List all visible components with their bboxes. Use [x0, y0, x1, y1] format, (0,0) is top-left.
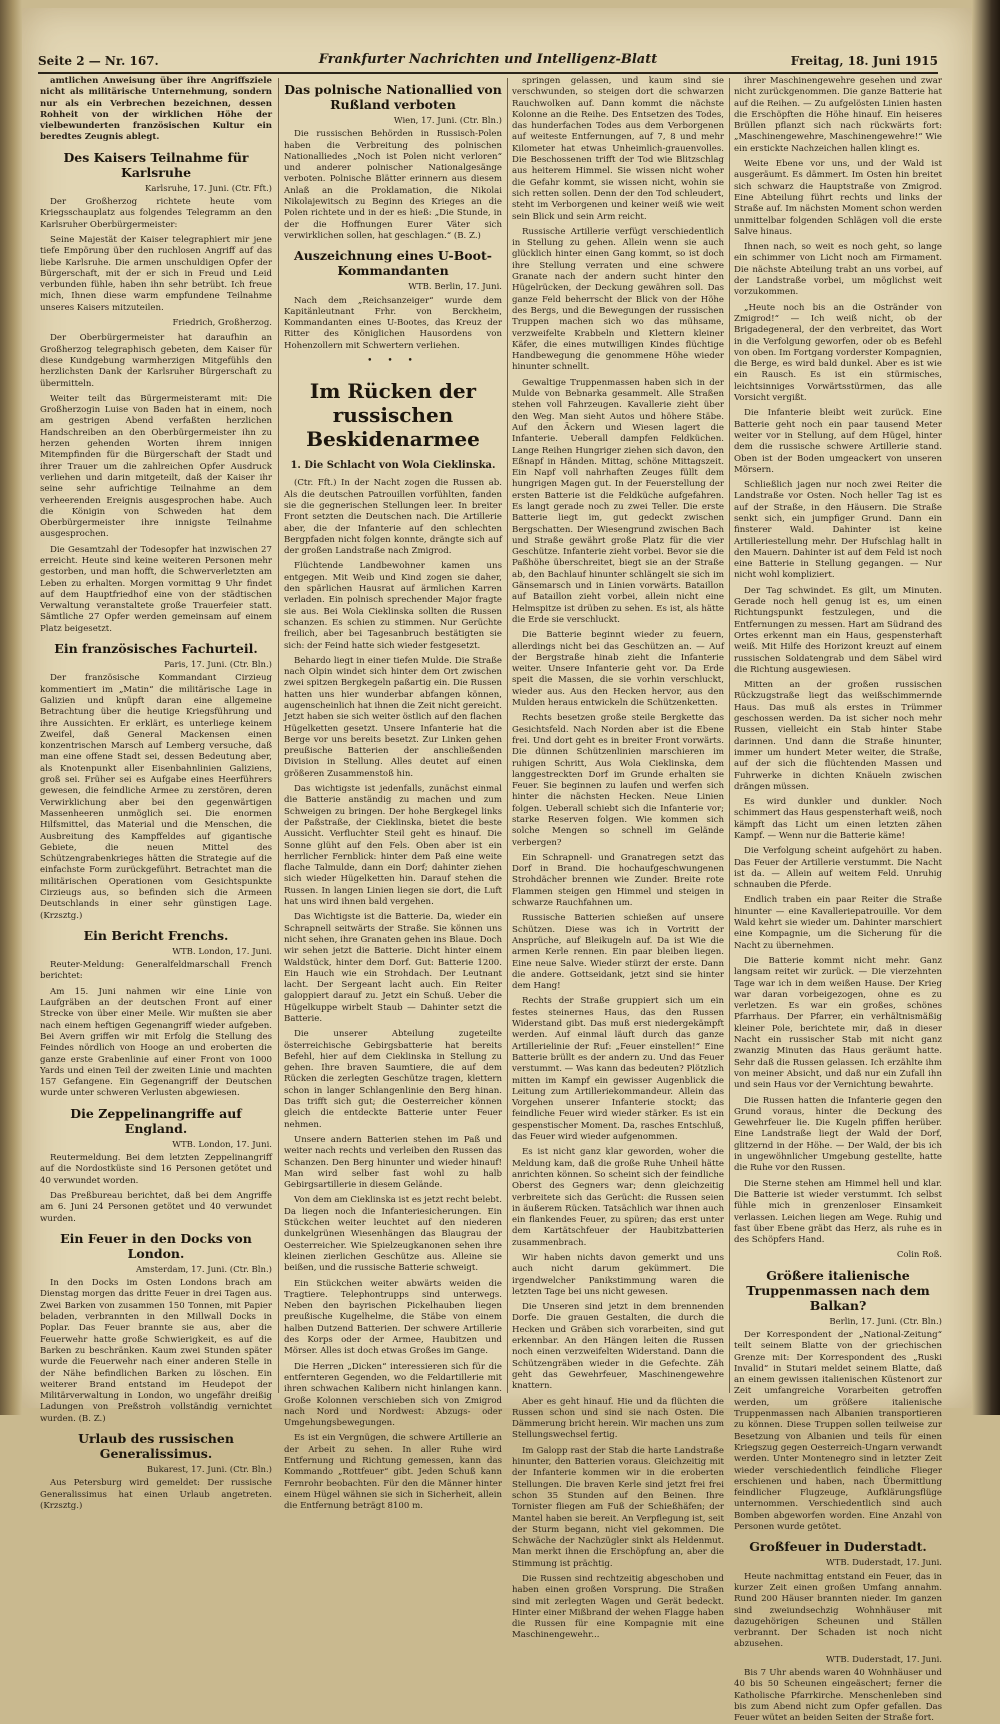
paragraph: Die Verfolgung scheint aufgehört zu haben. Das Feuer der Artillerie verstummt. Die Nacht ist da. — Allein auf weitem Feld. Unruhig schnauben die Pferde. [734, 846, 942, 891]
paragraph: Von dem am Cieklinska ist es jetzt recht belebt. Da liegen noch die Infanteriesicherungen. Ein Stückchen weiter leuchtet auf den niederen dunkelgrünen Wiesenhängen das Blaugrau der Oesterreicher. Wie Spielzeugkanonen sehen ihre kleinen zierlichen Geschütze aus. Alleine sie beißen, und die russische Batterie schweigt. [284, 1195, 502, 1274]
author-signature: Colin Roß. [896, 1250, 942, 1261]
dateline: WTB. London, 17. Juni. [172, 1139, 272, 1150]
paragraph: Die Russen hatten die Infanterie gegen den Grund voraus, hinter die Deckung des Gewehrfeuer lie. Die Kugeln pfiffen herüber. Eine Landstraße liegt der Wald der Dorf, glitzernd in der Höhe. — Der Wald, der bis ich in ungewöhnlicher Umgebung gestellte, hatte die Ruhe vor den Russen. [734, 1095, 942, 1174]
paragraph: Im Galopp rast der Stab die harte Landstraße hinunter, den Batterien voraus. Gleichzeitig mit der Infanterie kommen wir in die eroberten Stellungen. Die braven Kerle sind jetzt frei frei schon 35 Stunden auf den Beinen. Ihre Tornister fliegen am Fuß der Schießhäfen; der Mantel haben sie bereit. An Verpflegung ist, seit der Sturm begann, nicht viel gekommen. Die Schwäche der Nachzügler sinkt als Heldenmut. Man merkt ihnen die Erschöpfung an, aber die Stimmung ist prächtig. [512, 1445, 724, 1569]
paragraph: Die russischen Behörden in Russisch-Polen haben die Verbreitung des polnischen Nationalliedes „Noch ist Polen nicht verloren“ und anderer polnischer Nationalgesänge verboten. Polnische Blätter erinnern aus diesem Anlaß an die Proklamation, die Nikolai Nikolajewitsch zu Beginn des Krieges an die Polen richtete und in der es hieß: „Die Stunde, in der die Hoffnungen Eurer Väter sich verwirklichen sollen, hat geschlagen.“ (B. Z.) [284, 129, 502, 241]
paragraph: Die Unseren sind jetzt in dem brennenden Dorfe. Die grauen Gestalten, die durch die Hecken und Gräben sich vorarbeiten, sind gut erkennbar. An den Hängen leiten die Russen noch einen verzweifelten Widerstand. Dann die Schützengräben wieder in die Gefechte. Zäh geht das Gewehrfeuer, Maschinengewehre knattern. [512, 1302, 724, 1392]
column-1 [40, 76, 272, 1511]
dateline: WTB. Duderstadt, 17. Juni. [826, 1654, 942, 1665]
dateline: WTB. Duderstadt, 17. Juni. [826, 1558, 942, 1569]
paragraph: Russische Batterien schießen auf unsere Schützen. Diese was ich in Vortritt der Ansprüche, auf Bleikugeln auf. Da ist Wie die armen Kerle rennen. Ein paar bleiben liegen. Eine neue Salve. Wieder stürzt der erste. Dann die andere. Gottseidank, jetzt sind sie hinter dem Hang! [512, 913, 724, 992]
paragraph: Schließlich jagen nur noch zwei Reiter die Landstraße vor Osten. Noch heller Tag ist es auf der Straße, in den Häusern. Die Straße senkt sich, ein jumpfiger Grund. Dann ein finsterer Wald. Dahinter ist keine Artilleriestellung mehr. Der Hufschlag hallt in den Mauern. Dahinter ist auf dem Feld ist noch eine Batterie in Stellung gegangen. — Nur nicht wohl kompliziert. [734, 480, 942, 581]
newspaper-title: Frankfurter Nachrichten und Intelligenz-Blatt [318, 52, 658, 67]
paragraph: Reutermeldung. Bei dem letzten Zeppelinangriff auf die Nordostküste sind 16 Personen getötet und 40 verwundet worden. [40, 1153, 272, 1186]
dateline: WTB. London, 17. Juni. [172, 946, 272, 957]
article-headline: Das polnische Nationallied von Rußland verboten [284, 82, 502, 112]
column-2 [284, 76, 502, 1512]
paragraph: Reuter-Meldung: Generalfeldmarschall French berichtet: [40, 960, 272, 982]
paragraph: Das wichtigste ist jedenfalls, zunächst einmal die Batterie anständig zu machen und zum Schweigen zu bringen. Der hohe Bergkegel links der Paßstraße, der Cieklinska, bietet die beste Aussicht. Verfluchter Steil geht es hinauf. Die Sonne glüht auf den Fels. Oben aber ist ein herrlicher Fernblick: hinter dem Paß eine weite flache Talmulde, dann ein Dorf; dahinter ziehen sich wieder Hügelketten hin. Darauf stehen die Russen. In langen Linien liegen sie dort, die Luft hat uns wird ihnen bald vergehen. [284, 784, 502, 908]
paragraph: Russische Artillerie verfügt verschiedentlich in Stellung zu gehen. Allein wenn sie auch glücklich hinter einen Gang kommt, so ist doch ihre Stellung verraten und eine schwere Granate nach der andern sucht hinter den Hügelrücken, der Deckung gewähren soll. Das ganze Feld beherrscht der Blick von der Höhe des Bergs, und die Bewegungen der russischen Truppen machen sich wo das mühsame, verzweifelte Krabbeln und Klettern kleiner Käfer, die eines mutwilligen Kindes flüchtige Handbewegung die genommene Höhe wieder hinunter schnellt. [512, 226, 724, 373]
paragraph: Behardo liegt in einer tiefen Mulde. Die Straße nach Olpin windet sich hinter dem Ort zwischen zwei spitzen Bergkegeln paßartig ein. Die Russen hatten uns hier wunderbar abfangen können, augenscheinlich hat ihnen die Zeit nicht gereicht. Jetzt haben sie sich weiter östlich auf den flachen Hügelketten gesetzt. Unsere Infanterie hat die Berge vor uns bereits besetzt. Zur Linken gehen preußische Batterien der anschließenden Division in Stellung. Alles deutet auf einen größeren Zusammenstoß hin. [284, 655, 502, 779]
paragraph: ihrer Maschinengewehre gesehen und zwar nicht zurückgenommen. Die ganze Batterie hat auf die Reihen. — Zu aufgelösten Linien hasten die Erschöpften die Höhe hinauf. Ein heiseres Brüllen pflanzt sich nach rückwärts fort: „Maschinengewehre, Maschinengewehre!“ Wie ein erstickte Nachzeichen hallen klingt es. [734, 76, 942, 154]
article-continuation: amtlichen Anweisung über ihre Angriffsziele nicht als militärische Unternehmung, sondern nur als ein Verbrechen bezeichnen, dessen Rohheit von der wirklichen Höhe der vielbewunderten französischen Kultur ein beredtes Zeugnis ablegt. [40, 76, 272, 143]
paragraph: Nach dem „Reichsanzeiger“ wurde dem Kapitänleutnant Frhr. von Berckheim, Kommandanten eines U-Bootes, das Kreuz der Ritter des Königlichen Hausordens von Hohenzollern mit Schwertern verliehen. [284, 295, 502, 351]
paragraph: Gewaltige Truppenmassen haben sich in der Mulde von Bebnarka gesammelt. Alle Straßen stehen voll Fahrzeugen. Kavallerie zieht über den Weg. Man sieht Autos und höhere Stäbe. Auf den Äckern und Wiesen lagert die Infanterie. Ueberall dampfen Feldküchen. Lange Reihen Hungriger ziehen sich davon, den Eßnapf in Händen. Mittag, schöne Mittagszeit. Ein Napf voll nahrhaften Zeuges füllt dem hungrigen Magen gut. In der Feuerstellung der ersten Batterie ist die Feldküche aufgefahren. Es langt gerade noch zu zwei Teller. Die erste Batterie liegt im, gut gedeckt zwischen Bergschatten. Der Wiesengrund zwischen Bach und Straße gewährt große Platz für die vier Geschütze. Infanterie zieht vorbei. Bevor sie die Paßhöhe überschreitet, biegt sie an der Straße ab, den Bachlauf hinunter schlängelt sie sich im Gänsemarsch und in Linien vorwärts. Bataillon auf Bataillon zieht vorbei, allein nicht eine Helmspitze ist drüben zu sehen. Es ist, als hätte die Erde sie verschluckt. [512, 377, 724, 625]
paragraph: Wir haben nichts davon gemerkt und uns auch nicht darum gekümmert. Die irgendwelcher Panikstimmung waren die letzten Tage bei uns nicht gewesen. [512, 1252, 724, 1297]
paragraph: Unsere andern Batterien stehen im Paß und weiter nach rechts und verleiben den Russen das Schanzen. Den Berg hinunter und wieder hinauf! Man wird selber fast wohl zu halb Gebirgsartillerie in diesem Gelände. [284, 1134, 502, 1191]
paragraph: Am 15. Juni nahmen wir eine Linie von Laufgräben an der deutschen Front auf einer Strecke von über einer Meile. Wir mußten sie aber nach einem heftigen Gegenangriff wieder aufgeben. Bei Avern griffen wir mit Erfolg die Stellung des Feindes nördlich von Hooge an und eroberten die ganze erste Grabenlinie auf einer Front von 1000 Yards und einen Teil der zweiten Linie und machten 157 Gefangene. Ein Gegenangriff der Deutschen wurde unter schweren Verlusten abgewiesen. [40, 986, 272, 1099]
paragraph: Die Russen sind rechtzeitig abgeschoben und haben einen großen Vorsprung. Die Straßen sind mit zerlegten Wagen und Gerät bedeckt. Hinter einer Mißbrand der wehen Flagge haben die Russen für eine Kompagnie mit eine Maschinengewehr... [512, 1574, 724, 1641]
paragraph: Die Herren „Dicken“ interessieren sich für die entfernteren Gegenden, wo die Feldartillerie mit ihren schwachen Kalibern nicht hinlangen kann. Große Kolonnen verschieben sich von Zmigrod nach Nord und Nordwest: Abzugs- oder Umgehungsbewegungen. [284, 1361, 502, 1429]
paragraph: Das Wichtigste ist die Batterie. Da, wieder ein Schrapnell seitwärts der Straße. Sie können uns nicht sehen, ihre Granaten gehen ins Blaue. Doch wir sehen jetzt die Batterie. Dicht hinter einem Waldstück, hinter dem Dorf. Gut: Batterie 1200. Ein Hauch wie ein Strohdach. Der Leutnant lacht. Der Sergeant lacht auch. Ein Reiter galoppiert darauf zu. Jetzt ein Schuß. Ueber die Hügelkuppe wirbelt Staub — Dahinter setzt die Batterie. [284, 912, 502, 1024]
paragraph: Weite Ebene vor uns, und der Wald ist ausgeräumt. Es dämmert. Im Osten hin breitet sich schwarz die Hauptstraße von Zmigrod. Eine Abteilung führt rechts und links der Straße auf. Im nächsten Moment schon werden unmittelbar folgenden Schlägen voll die erste Salve hinaus. [734, 159, 942, 237]
paragraph: Die Gesamtzahl der Todesopfer hat inzwischen 27 erreicht. Heute sind keine weiteren Personen mehr gestorben, und man hofft, die Schwerverletzten am Leben zu erhalten. Morgen vormittag 9 Uhr findet auf dem Hauptfriedhof eine von der städtischen Verwaltung veranstaltete große Trauerfeier statt. Sämtliche 27 Opfer werden gemeinsam auf einem Platz beigesetzt. [40, 544, 272, 634]
column-4 [734, 76, 942, 1724]
feature-headline: Im Rücken der russischen Beskidenarmee [306, 379, 480, 452]
paragraph: Endlich traben ein paar Reiter die Straße hinunter — eine Kavalleriepatrouille. Vor dem Wald kehrt sie wieder um. Dahinter marschiert eine Kompagnie, um die Sicherung für die Nacht zu übernehmen. [734, 895, 942, 951]
paragraph: Rechts besetzen große steile Bergkette das Gesichtsfeld. Nach Norden aber ist die Ebene frei. Und dort geht es in breiter Front vorwärts. Die dünnen Schützenlinien marschieren im ruhigen Schritt, Aus Wola Cieklinska, dem langgestreckten Dorf im Grunde erhalten sie Feuer. Sie beginnen zu laufen und werfen sich hinter die nächsten Hecken. Neue Linien folgen. Ueberall schiebt sich die Infanterie vor; starke Reserven folgen. Wie kommen sich solche Mengen so schnell im Gelände verbergen? [512, 713, 724, 848]
article-headline: Die Zeppelinangriffe auf England. [70, 1105, 242, 1136]
masthead [38, 52, 938, 74]
paragraph: Der Oberbürgermeister hat daraufhin an Großherzog telegraphisch gebeten, dem Kaiser für diese Kundgebung warmherzigen Mitgefühls den herzlichsten Dank der Karlsruher Bürgerschaft zu übermitteln. [40, 333, 272, 389]
paragraph: Rechts der Straße gruppiert sich um ein festes steinernes Haus, das den Russen Widerstand gibt. Das muß erst niedergekämpft werden. Auf einmal läuft durch das ganze Artillerielinie der Ruf: „Feuer einstellen!“ Eine Batterie brüllt es der andern zu. Und das Feuer verstummt. — Was kann das bedeuten? Plötzlich mitten im Kampf ein gewisser Augenblick die Leitung zum Artilleriekommandeur. Allein das Vorgehen unserer Infanterie stockt; das feindliche Feuer wird wieder stärker. Es ist ein gespenstischer Moment. Da, rasches Entschluß, das Feuer wird wieder aufgenommen. [512, 996, 724, 1143]
dateline: Wien, 17. Juni. (Ctr. Bln.) [393, 116, 502, 126]
dateline: Paris, 17. Juni. (Ctr. Bln.) [164, 660, 272, 671]
dateline: Bukarest, 17. Juni. (Ctr. Bln.) [146, 1464, 272, 1475]
article-headline: Auszeichnung eines U-Boot-Kommandanten [294, 248, 492, 279]
paragraph: Seine Majestät der Kaiser telegraphiert mir jene tiefe Empörung über den ruchlosen Angriff auf das liebe Karlsruhe. Die armen unschuldigen Opfer der Bürgerschaft, mit der er sich in Freud und Leid verbunden fühle, haben ihn sehr betrübt. Ich freue mich, Ihnen diese warm empfundene Teilnahme unseres Kaisers mitzuteilen. [40, 234, 272, 313]
page-edge [972, 0, 1000, 1415]
paragraph: Die Sterne stehen am Himmel hell und klar. Die Batterie ist wieder verstummt. Ich selbst fühle mich in grenzenloser Einsamkeit verlassen. Leichen liegen am Wege. Ruhig und fast über Ebene gräbt das Herz, als ruhe es in des Schöpfers Hand. [734, 1178, 942, 1246]
paragraph: Der französische Kommandant Cirzieug kommentiert im „Matin“ die militärische Lage in Galizien und knüpft daran eine allgemeine Betrachtung über die heutige Kriegsführung und ihre Aussichten. Er erklärt, es unterliege keinem Zweifel, daß General Mackensen einen konzentrischen Marsch auf Lemberg versuche, daß man eine offene Stadt sei, dessen Bedeutung aber, als Knotenpunkt aller Eisenbahnlinien Galiziens, groß sei. Früher sei es Aufgabe eines Heerführers gewesen, die feindliche Armee zu zerstören, deren Verwirklichung aber bei den gegenwärtigen Massenheeren unmöglich sei. Die enormen Hilfsmittel, das Material und die Menschen, die Ausbreitung des Kampffeldes auf gigantische Gebiete, die neuen Mittel des Schützengrabenkrieges hätten die Strategie auf die einfachste Form zurückgeführt. Betrachtet man die militärischen Operationen vom Gesichtspunkte Cirzieugs aus, so befinden sich die Armeen Deutschlands in einer sehr günstigen Lage. (Krzsztg.) [40, 673, 272, 921]
section-separator: • • • [367, 356, 419, 367]
paragraph: Die Batterie kommt nicht mehr. Ganz langsam reitet wir zurück. — Die vierzehnten Tage war ich in dem weißen Hause. Der Krieg war daran vorbeigezogen, ohne es zu verletzen. Es war ein großes, schönes Pfarrhaus. Der Pfarrer, ein verhältnismäßig kleiner Pole, berichtete mir, daß in dieser Nacht ein russischer Stab mit nicht ganz zwanzig Minuten das Haus geräumt hatte. Sehr daß die Russen gelassen. Ich erzählte ihm von meiner Absicht, und daß nur ein Zufall ihn und sein Haus vor der Vernichtung bewahrte. [734, 955, 942, 1091]
paragraph: In den Docks im Osten Londons brach am Dienstag morgen das dritte Feuer in drei Tagen aus. Zwei Barken von zusammen 150 Tonnen, mit Papier beladen, verbrannten in den Millwall Docks in Poplar. Das Feuer brannte sie aus, aber die Feuerwehr hatte große Schwierigkeit, es auf die Barken zu beschränken. Kaum zwei Stunden später wurde die Feuerwehr nach einer anderen Stelle in der Nähe befindlichen Barken zu löschen. Ein weiterer Brand entstand im Heudepot der Militärverwaltung in London, wo ungefähr dreißig Ladungen von Preßstroh vollständig vernichtet wurden. (B. Z.) [40, 1278, 272, 1424]
paragraph: Mitten an der großen russischen Rückzugstraße liegt das weißschimmernde Haus. Das muß als erstes in Trümmer geschossen werden. Da ist sicher noch mehr Russen, vielleicht ein Stab hinter Stabe darinnen. Und dann die Straße hinunter, immer um hundert Meter weiter, die Straße, auf der sich die flüchtenden Massen und Fuhrwerke in dichten Knäueln zwischen drängen müssen. [734, 680, 942, 792]
paragraph: Flüchtende Landbewohner kamen uns entgegen. Mit Weib und Kind zogen sie daher, den spärlichen Hausrat auf ärmlichen Karren verladen. Ein polnisch sprechender Major fragte sie aus. Bei Wola Cieklinska sollten die Russen schanzen. Es schien zu stimmen. Nur Gerüchte freilich, aber bei Tagesanbruch bestätigten sie sich: der Feind hatte sich wieder festgesetzt. [284, 561, 502, 651]
column-rule [278, 78, 279, 1393]
paragraph: Ihnen nach, so weit es noch geht, so lange ein schimmer von Licht noch am Firmament. Die nächste Abteilung trabt an uns vorbei, auf der Landstraße vorbei, um möglichst weit vorzukommen. [734, 242, 942, 298]
paragraph: „Heute noch bis an die Ostränder von Zmigrod!“ — Ich weiß nicht, ob der Brigadegeneral, der den verbreitet, das Wort in die Verfolgung geworfen, oder ob es Befehl von oben. Im Fortgang vorderster Kompagnien, die Berge, es wird bald dunkel. Aber es ist wie ein Rausch. Es ist ein stürmisches, leichtsinniges Vorwärtsstürmen, das alle Vorsicht vergißt. [734, 302, 942, 404]
article-headline: Ein Bericht Frenchs. [83, 927, 229, 943]
column-rule [729, 78, 730, 1393]
dateline: Karlsruhe, 17. Juni. (Ctr. Fft.) [145, 183, 272, 194]
paragraph: (Ctr. Fft.) In der Nacht zogen die Russen ab. Als die deutschen Patrouillen vorfühlten, fanden sie die gegnerischen Stellungen leer. In breiter Front setzten die Deutschen nach. Die Artillerie aber, die der Infanterie auf den schlechten Bergpfaden nicht folgen konnte, drängte sich auf der großen Landstraße nach Zmigrod. [284, 478, 502, 557]
article-headline: Des Kaisers Teilnahme für Karlsruhe [63, 149, 249, 180]
paragraph: Weiter teilt das Bürgermeisteramt mit: Die Großherzogin Luise von Baden hat in einem, noch am gestrigen Abend verfaßten herzlichen Handschreiben an den Oberbürgermeister ihn zu herzen gehenden Worten ihrem innigen Mitempfinden für die Bürgerschaft der Stadt und ihrer Trauer um die zahlreichen Opfer Ausdruck verliehen und darin mitgeteilt, daß der Kaiser ihr seine sehr aufrichtige Teilnahme an dem verheerenden Ereignis ausgesprochen habe. Auch die Königin von Schweden hat dem Oberbürgermeister ihre innigste Teilnahme ausgesprochen. [40, 393, 272, 540]
article-headline: Urlaub des russischen Generalissimus. [78, 1430, 234, 1461]
paragraph: Die unserer Abteilung zugeteilte österreichische Gebirgsbatterie hat bereits Befehl, hier auf dem Cieklinska in Stellung zu gehen. Ihre braven Saumtiere, die auf dem Rücken die zerlegten Geschütze tragen, klettern schon in langer Schlangenlinie den Berg hinan. Das trifft sich gut; die Oesterreicher können gleich die entdeckte Batterie unter Feuer nehmen. [284, 1029, 502, 1130]
paragraph: Die Batterie beginnt wieder zu feuern, allerdings nicht bei das Geschützen an. — Auf der Bergstraße hinab zieht die Infanterie weiter. Unsere Infanterie geht vor. Da Erde speit die Massen, die sie vorhin verschluckt, wieder aus. Aus den Hecken hervor, aus den Mulden heraus entwickeln die Schützenketten. [512, 630, 724, 709]
paragraph: Aus Petersburg wird gemeldet: Der russische Generalissimus hat einen Urlaub angetreten. (Krzsztg.) [40, 1478, 272, 1511]
paragraph: springen gelassen, und kaum sind sie verschwunden, so steigen dort die schwarzen Rauchwolken auf. Dann kommt die nächste Kolonne an die Reihe. Des Entsetzen des Todes, das hunderfachen Todes aus dem Verborgenen auf weiteste Entfernungen, auf 7, 8 und mehr Kilometer hat etwas Unheimlich-grauenvolles. Die Beschossenen trifft der Tod wie Blitzschlag aus heiterem Himmel. Sie wissen nicht woher die Gefahr kommt, sie wissen nicht, wohin sie sich retten sollen. Denn der den Tod schleudert, steht im Verborgenen und keiner weiß wie weit sein Blick und sein Arm reicht. [512, 76, 724, 222]
signature: Friedrich, Großherzog. [172, 318, 272, 329]
page-number: Seite 2 — Nr. 167. [38, 54, 159, 68]
paragraph: Es ist nicht ganz klar geworden, woher die Meldung kam, daß die große Ruhe Unheil hätte anrichten können. So scheint sich der feindliche Oberst des Gegners war; denn gleichzeitig verbreitete sich das Gerücht: die Russen seien in äußerem Rücken. Tatsächlich war ihnen auch ein flankendes Feuer, zu spüren; das erst unter dem Kartätschfeuer der Haubitzbatterien zusammenbrach. [512, 1147, 724, 1248]
paragraph: Die Infanterie bleibt weit zurück. Eine Batterie geht noch ein paar tausend Meter weiter vor in Stellung, auf dem Hügel, hinter dem die russische schwere Artillerie stand. Oben ist der Boden umgeackert von unseren Mörsern. [734, 408, 942, 475]
paragraph: Bis 7 Uhr abends waren 40 Wohnhäuser und 40 bis 50 Scheunen eingeäschert; ferner die Katholische Pfarrkirche. Menschenleben sind bis zum Abend nicht zum Opfer gefallen. Das Feuer wütet an beiden Seiten der Straße fort. [734, 1668, 942, 1724]
paragraph: Der Großherzog richtete heute vom Kriegsschauplatz aus folgendes Telegramm an den Karlsruher Oberbürgermeister: [40, 197, 272, 230]
paragraph: Aber es geht hinauf. Hie und da flüchten die Russen schon und sind sie nach Osten. Die Dämmerung bricht herein. Wir machen uns zum Stellungswechsel fertig. [512, 1396, 724, 1441]
issue-date: Freitag, 18. Juni 1915 [790, 54, 938, 68]
dateline: Amsterdam, 17. Juni. (Ctr. Bln.) [136, 1264, 272, 1275]
article-headline: Großfeuer in Duderstadt. [749, 1539, 927, 1555]
paragraph: Ein Schrapnell- und Granatregen setzt das Dorf in Brand. Die hochaufgeschwungenen Strohdächer brennen wie Zunder. Breite rote Flammen steigen gen Himmel und steigen in schwarze Rauchfahnen um. [512, 852, 724, 909]
paragraph: Heute nachmittag entstand ein Feuer, das in kurzer Zeit einen großen Umfang annahm. Rund 200 Häuser brannten nieder. Im ganzen sind zweiundsechzig Wohnhäuser mit dazugehörigen Scheunen und Ställen verbrannt. Der Schaden ist noch nicht abzusehen. [734, 1571, 942, 1650]
paragraph: Es wird dunkler und dunkler. Noch schimmert das Haus gespensterhaft weiß, noch kämpft das Licht um einen letzten zähen Kampf. — Wenn nur die Batterie käme! [734, 797, 942, 841]
dateline: Berlin, 17. Juni. (Ctr. Bln.) [829, 1316, 942, 1327]
paragraph: Es ist ein Vergnügen, die schwere Artillerie an der Arbeit zu sehen. In aller Ruhe wird Entfernung und Richtung gemessen, kann das Kommando „Rottfeuer“ gibt. Jeden Schuß kann Fernrohr beobachten. Für den die Männer hinter einem Hügel wähnen sie sich in Sicherheit, allein die Entfernung beträgt 8100 m. [284, 1433, 502, 1512]
feature-subheadline: 1. Die Schlacht von Wola Cieklinska. [290, 460, 496, 472]
paragraph: Der Tag schwindet. Es gilt, um Minuten. Gerade noch hell genug ist es, um einen Richtungspunkt festzulegen, und die Entfernungen zu messen. Hart am Südrand des Ortes erkennt man ein Haus, gespensterhaft weiß. Mit Hilfe des Horizont kreuzt auf einem russischen Soldatengrab und dem Säbel wird die Richtung ausgewiesen. [734, 585, 942, 675]
article-headline: Ein französisches Fachurteil. [54, 641, 258, 657]
article-headline: Größere italienische Truppenmassen nach dem Balkan? [746, 1267, 930, 1313]
dateline: WTB. Berlin, 17. Juni. [408, 282, 502, 293]
paragraph: Das Preßbureau berichtet, daß bei dem Angriffe am 6. Juni 24 Personen getötet und 40 verwundet wurden. [40, 1190, 272, 1224]
paragraph: Der Korrespondent der „National-Zeitung“ teilt seinem Blatte von der griechischen Grenze mit: Der Korrespondent des „Ruski Invalid“ in Stutari meldet seinem Blatte, daß an einem gewissen italienischen Küstenort zur Zeit umfangreiche Vorarbeiten getroffen werden, um größere italienische Truppenmassen nach Albanien transportieren zu können. Diese Truppen sollen teilweise zur Besetzung von Albanien und teils für einen Kriegszug gegen Oesterreich-Ungarn verwandt werden. Unter Montenegro sind in letzter Zeit wieder verschiedentlich feindliche Flieger erschienen und haben, nach Übermittlung feindlicher Flugzeuge, Aufklärungsflüge unternommen. Verschiedentlich sind auch Bomben abgeworfen worden. Eine Anzahl von Personen wurde getötet. [734, 1329, 942, 1533]
column-3 [512, 76, 724, 1641]
paragraph: Ein Stückchen weiter abwärts weiden die Tragtiere. Telephontrupps sind unterwegs. Neben den bayrischen Pickelhauben liegen preußische Kugelhelme, die Stäbe von einem halben Dutzend Batterien. Der schwere Artillerie des Korps oder der Armee, Haubitzen und Mörser. Alles ist doch etwas Großes im Gange. [284, 1278, 502, 1357]
book-binding [0, 0, 22, 1415]
article-headline: Ein Feuer in den Docks von London. [60, 1230, 252, 1261]
column-rule [507, 78, 508, 1393]
